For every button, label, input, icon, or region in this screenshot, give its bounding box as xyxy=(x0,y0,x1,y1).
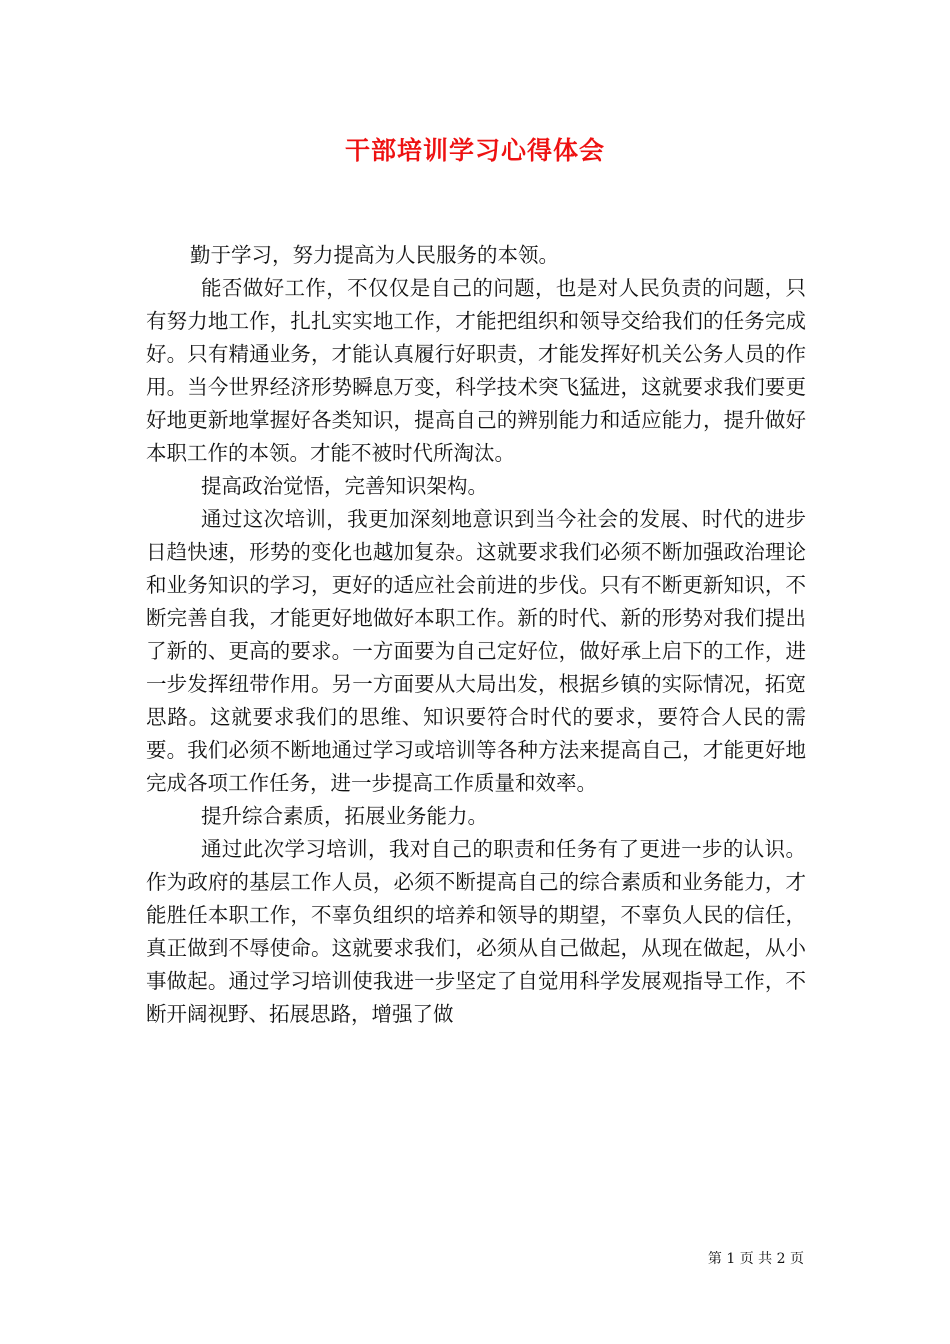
document-body xyxy=(146,239,806,1031)
paragraph-2: 能否做好工作，不仅仅是自己的问题，也是对人民负责的问题，只有努力地工作，扎扎实实地工作，才能把组织和领导交给我们的任务完成好。只有精通业务，才能认真履行好职责，才能发挥好机关公务人员的作用。当今世界经济形势瞬息万变，科学技术突飞猛进，这就要求我们要更好地更新地掌握好各类知识，提高自己的辨别能力和适应能力，提升做好本职工作的本领。才能不被时代所淘汰。 xyxy=(146,276,806,465)
document-title: 干部培训学习心得体会 xyxy=(344,136,605,165)
paragraph-6: 通过此次学习培训，我对自己的职责和任务有了更进一步的认识。作为政府的基层工作人员，必须不断提高自己的综合素质和业务能力，才能胜任本职工作，不辜负组织的培养和领导的期望，不辜负人民的信任，真正做到不辱使命。这就要求我们，必须从自己做起，从现在做起，从小事做起。通过学习培训使我进一步坚定了自觉用科学发展观指导工作，不断开阔视野、拓展思路，增强了做 xyxy=(146,837,806,1026)
paragraph-5: 提升综合素质，拓展业务能力。 xyxy=(201,804,488,828)
page-number: 第 1 页 共 2 页 xyxy=(707,1251,804,1267)
paragraph-3: 提高政治觉悟，完善知识架构。 xyxy=(201,474,488,498)
paragraph-4: 通过这次培训，我更加深刻地意识到当今社会的发展、时代的进步日趋快速，形势的变化也越加复杂。这就要求我们必须不断加强政治理论和业务知识的学习，更好的适应社会前进的步伐。只有不断更新知识，不断完善自我，才能更好地做好本职工作。新的时代、新的形势对我们提出了新的、更高的要求。一方面要为自己定好位，做好承上启下的工作，进一步发挥纽带作用。另一方面要从大局出发，根据乡镇的实际情况，拓宽思路。这就要求我们的思维、知识要符合时代的要求，要符合人民的需要。我们必须不断地通过学习或培训等各种方法来提高自己，才能更好地完成各项工作任务，进一步提高工作质量和效率。 xyxy=(146,507,806,795)
paragraph-1: 勤于学习，努力提高为人民服务的本领。 xyxy=(190,243,559,267)
